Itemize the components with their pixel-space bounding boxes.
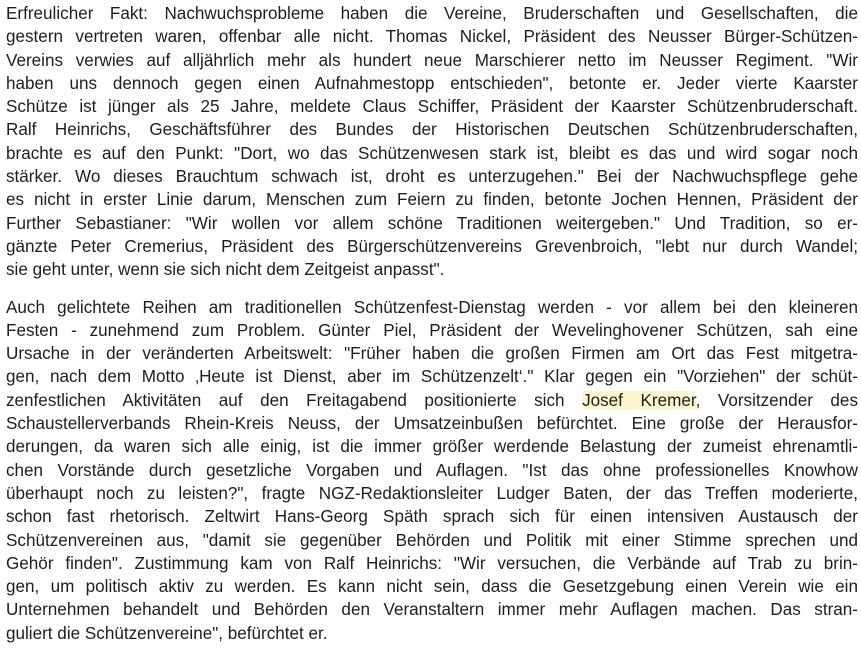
- text-line-with-highlight: [6, 389, 858, 412]
- text-line: haben uns dennoch gegen einen Aufnahmestopp entschieden", betonte er. Jeder vierte Kaarster: [6, 73, 858, 93]
- text-line: Ursache in der veränderten Arbeitswelt: "Früher haben die großen Firmen am Ort das Fest mitgetra-: [6, 344, 858, 364]
- text-line: gänzte Peter Cremerius, Präsident des Bürgerschützenvereins Grevenbroich, "lebt nur durch Wandel;: [6, 236, 858, 256]
- paragraph-1: [6, 2, 858, 282]
- text-line: Ralf Heinrichs, Geschäftsführer des Bundes der Historischen Deutschen Schützenbruderschaften,: [6, 120, 858, 140]
- text-line: chen Vorstände durch gesetzliche Vorgaben und Auflagen. "Ist das ohne professionelles Knowhow: [6, 460, 858, 480]
- text-line: überhaupt noch zu leisten?", fragte NGZ-Redaktionsleiter Ludger Baten, der das Treffen moderierte,: [6, 483, 858, 503]
- text-line: Auch gelichtete Reihen am traditionellen Schützenfest-Dienstag werden - vor allem bei den kleineren: [6, 297, 858, 317]
- paragraph-2: [6, 296, 858, 645]
- text-line: gen, nach dem Motto ‚Heute ist Dienst, aber im Schützenzelt‘." Klar gegen ein "Vorziehen" der schüt-: [6, 367, 858, 387]
- text-line: Further Sebastianer: "Wir wollen vor allem schöne Traditionen weitergeben." Und Tradition, so er-: [6, 213, 858, 233]
- text-line: Erfreulicher Fakt: Nachwuchsprobleme haben die Vereine, Bruderschaften und Gesellschaften, die: [6, 4, 858, 23]
- text-line: Schaustellerverbands Rhein-Kreis Neuss, der Umsatzeinbußen befürchtet. Eine große der Herausfor-: [6, 414, 858, 434]
- text-line: schon fast rhetorisch. Zeltwirt Hans-Georg Späth sprach sich für einen intensiven Austausch der: [6, 507, 858, 527]
- text-line: gen, um politisch aktiv zu werden. Es kann nicht sein, dass die Gesetzgebung einen Verein wie ein: [6, 577, 858, 597]
- text-line: Gehör finden". Zustimmung kam von Ralf Heinrichs: "Wir versuchen, die Verbände auf Trab zu brin-: [6, 553, 858, 573]
- text-line: Festen - zunehmend zum Problem. Günter Piel, Präsident der Wevelinghovener Schützen, sah eine: [6, 320, 858, 340]
- text-line: es nicht in erster Linie darum, Menschen zum Feiern zu finden, betonte Jochen Hennen, Präsident der: [6, 190, 858, 210]
- text-line: guliert die Schützenvereine", befürchtet er.: [6, 623, 328, 643]
- text-line: Schützenvereinen aus, "damit sie gegenüber Behörden und Politik mit einer Stimme sprechen und: [6, 530, 858, 550]
- text-line: stärker. Wo dieses Brauchtum schwach ist, droht es unterzugehen." Bei der Nachwuchspflege gehe: [6, 167, 858, 187]
- text-line: brachte es auf den Punkt: "Dort, wo das Schützenwesen stark ist, bleibt es das und wird sogar noch: [6, 143, 858, 163]
- paragraph-spacer: [6, 282, 858, 296]
- text-line: sie geht unter, wenn sie sich nicht dem Zeitgeist anpasst".: [6, 260, 445, 280]
- text-line: Schütze ist jünger als 25 Jahre, meldete Claus Schiffer, Präsident der Kaarster Schützenbruderschaft.: [6, 97, 858, 117]
- text-segment: , Vorsitzender des: [695, 390, 858, 410]
- highlighted-name: Josef Kremer: [582, 390, 696, 410]
- article-text: [6, 2, 858, 645]
- text-line: Unternehmen behandelt und Behörden den Veranstaltern immer mehr Auflagen machen. Das stran-: [6, 600, 858, 620]
- text-line: Vereins verwies auf alljährlich mehr als hundert neue Marschierer netto im Neusser Regiment. "Wir: [6, 50, 858, 70]
- text-line: gestern vertreten waren, offenbar alle nicht. Thomas Nickel, Präsident des Neusser Bürger-Schützen-: [6, 27, 858, 47]
- text-segment: zenfestlichen Aktivitäten auf den Freitagabend positionierte sich: [6, 390, 583, 410]
- text-line: derungen, da waren sich alle einig, ist die immer größer werdende Belastung der zumeist ehrenamtli-: [6, 437, 858, 457]
